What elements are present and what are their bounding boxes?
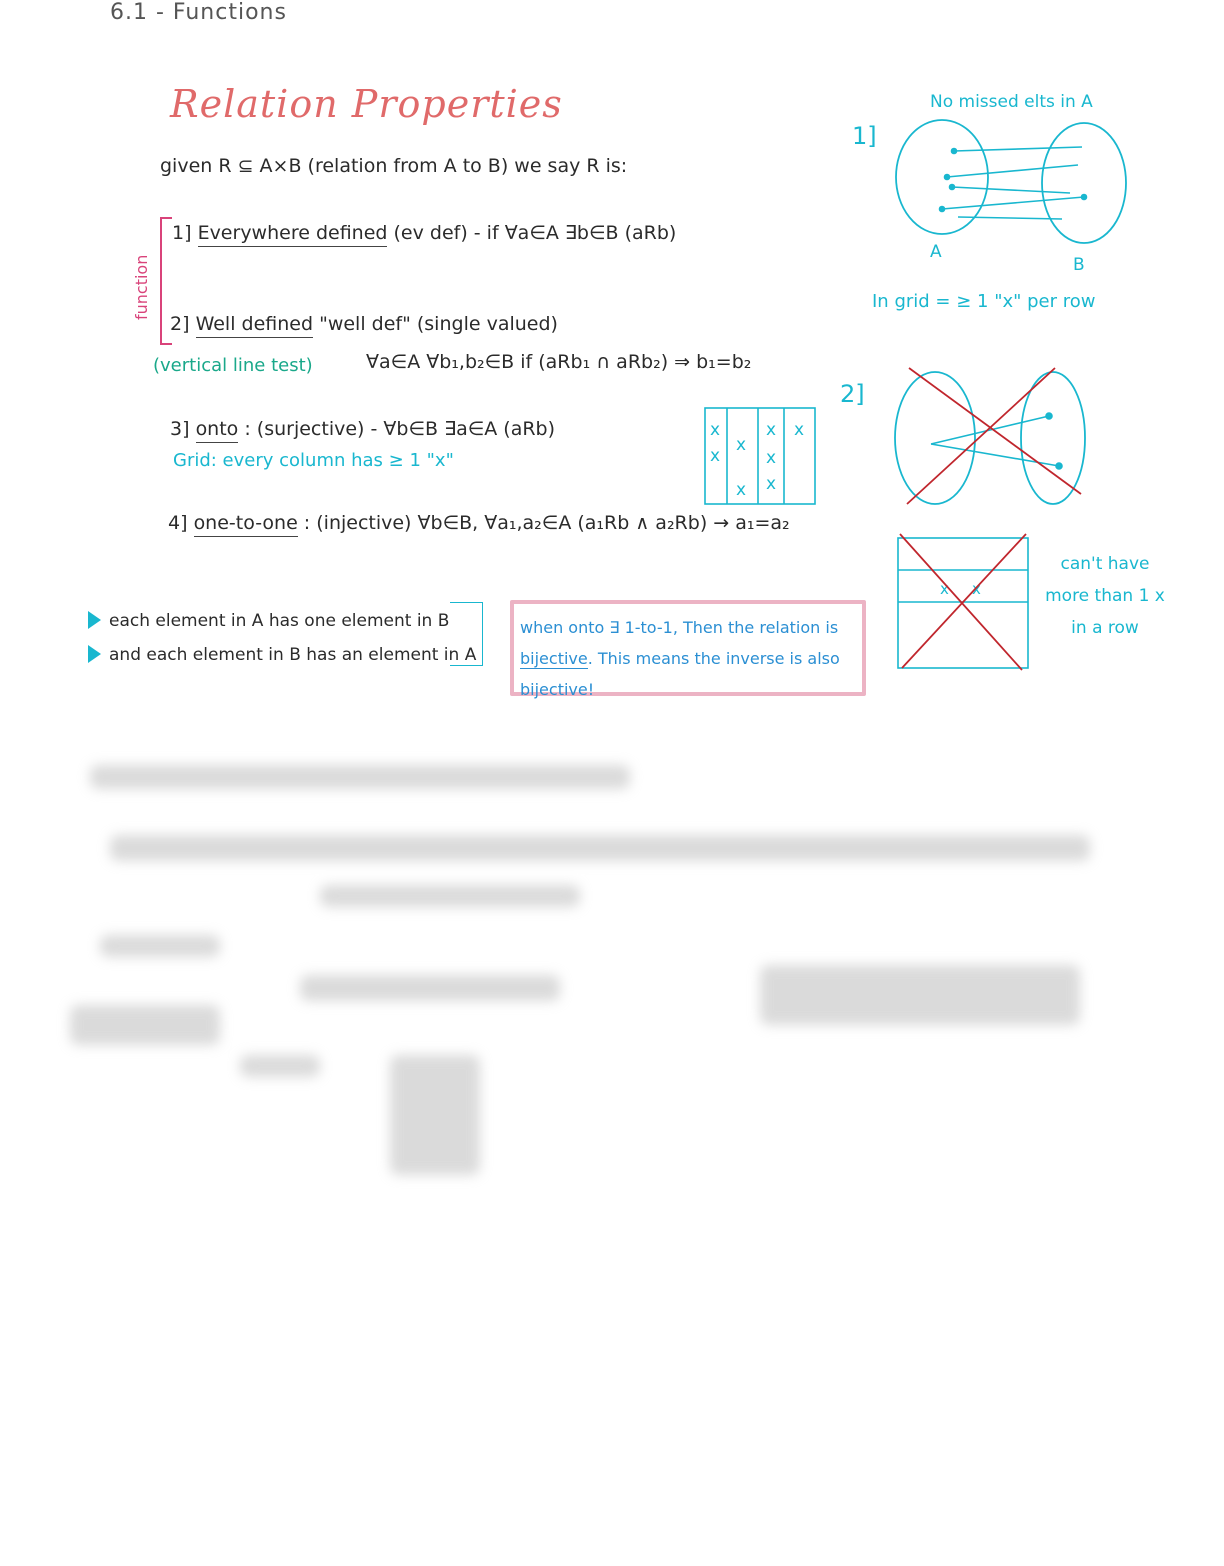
property-term: Well defined — [196, 313, 313, 338]
given-statement: given R ⊆ A×B (relation from A to B) we say R is: — [160, 155, 628, 177]
bijective-text: when onto ∃ 1-to-1, Then the relation is — [520, 618, 839, 637]
property-number: 3] — [170, 418, 190, 440]
bullet-item: each element in A has one element in B — [88, 604, 476, 638]
heading: Relation Properties — [170, 82, 563, 126]
set-a-label: A — [930, 242, 942, 262]
grid-x-mark: x — [766, 474, 777, 494]
property-well-defined — [170, 313, 558, 335]
grid-x-mark: x — [972, 580, 981, 598]
bullet-list — [88, 604, 476, 672]
grid-x-mark: x — [710, 420, 721, 440]
bullet-brace — [450, 602, 483, 666]
mapping-diagram-2-crossed — [885, 360, 1095, 510]
bijective-box — [510, 600, 866, 699]
onto-grid-sketch — [700, 405, 820, 509]
bijective-term: bijective! — [520, 680, 595, 699]
grid-per-row-note: In grid = ≥ 1 "x" per row — [872, 291, 1096, 312]
grid-x-mark: x — [794, 420, 805, 440]
blurred-preview-region — [60, 755, 1110, 1205]
property-term: one-to-one — [194, 512, 298, 537]
property-everywhere-defined — [172, 222, 676, 244]
property-number: 4] — [168, 512, 188, 534]
property-onto — [170, 418, 555, 440]
page-title: 6.1 - Functions — [110, 0, 287, 25]
grid-diagram-crossed — [894, 530, 1034, 674]
grid-x-mark: x — [736, 480, 747, 500]
property-term: onto — [196, 418, 239, 443]
function-label: function — [132, 254, 151, 320]
cant-have-note: can't have more than 1 x in a row — [1045, 554, 1165, 638]
property-definition: : (injective) ∀b∈B, ∀a₁,a₂∈A (a₁Rb ∧ a₂Rb) → a₁=a₂ — [297, 512, 790, 534]
mapping-diagram-1 — [892, 115, 1138, 255]
property-definition: "well def" (single valued) — [313, 313, 558, 335]
sketch-number-2: 2] — [840, 380, 865, 408]
grid-x-mark: x — [710, 446, 721, 466]
no-missed-note: No missed elts in A — [930, 92, 1093, 112]
well-defined-formula: ∀a∈A ∀b₁,b₂∈B if (aRb₁ ∩ aRb₂) ⇒ b₁=b₂ — [366, 351, 752, 373]
bijective-term: bijective — [520, 649, 588, 668]
grid-x-mark: x — [766, 420, 777, 440]
triangle-bullet-icon — [88, 645, 101, 663]
property-definition: (ev def) - if ∀a∈A ∃b∈B (aRb) — [387, 222, 677, 244]
property-number: 2] — [170, 313, 190, 335]
grid-x-mark: x — [736, 435, 747, 455]
grid-x-mark: x — [940, 580, 949, 598]
triangle-bullet-icon — [88, 611, 101, 629]
property-definition: : (surjective) - ∀b∈B ∃a∈A (aRb) — [238, 418, 556, 440]
bijective-text: . This means the inverse is also — [587, 649, 840, 668]
grid-x-mark: x — [766, 448, 777, 468]
property-term: Everywhere defined — [198, 222, 388, 247]
cross-out-icon — [909, 368, 1081, 494]
onto-grid-note: Grid: every column has ≥ 1 "x" — [173, 450, 454, 471]
property-number: 1] — [172, 222, 192, 244]
bullet-item: and each element in B has an element in A — [88, 638, 476, 672]
set-b-label: B — [1073, 255, 1085, 275]
sketch-number-1: 1] — [852, 122, 877, 150]
vertical-line-test-note: (vertical line test) — [153, 355, 313, 376]
property-one-to-one — [168, 512, 790, 534]
